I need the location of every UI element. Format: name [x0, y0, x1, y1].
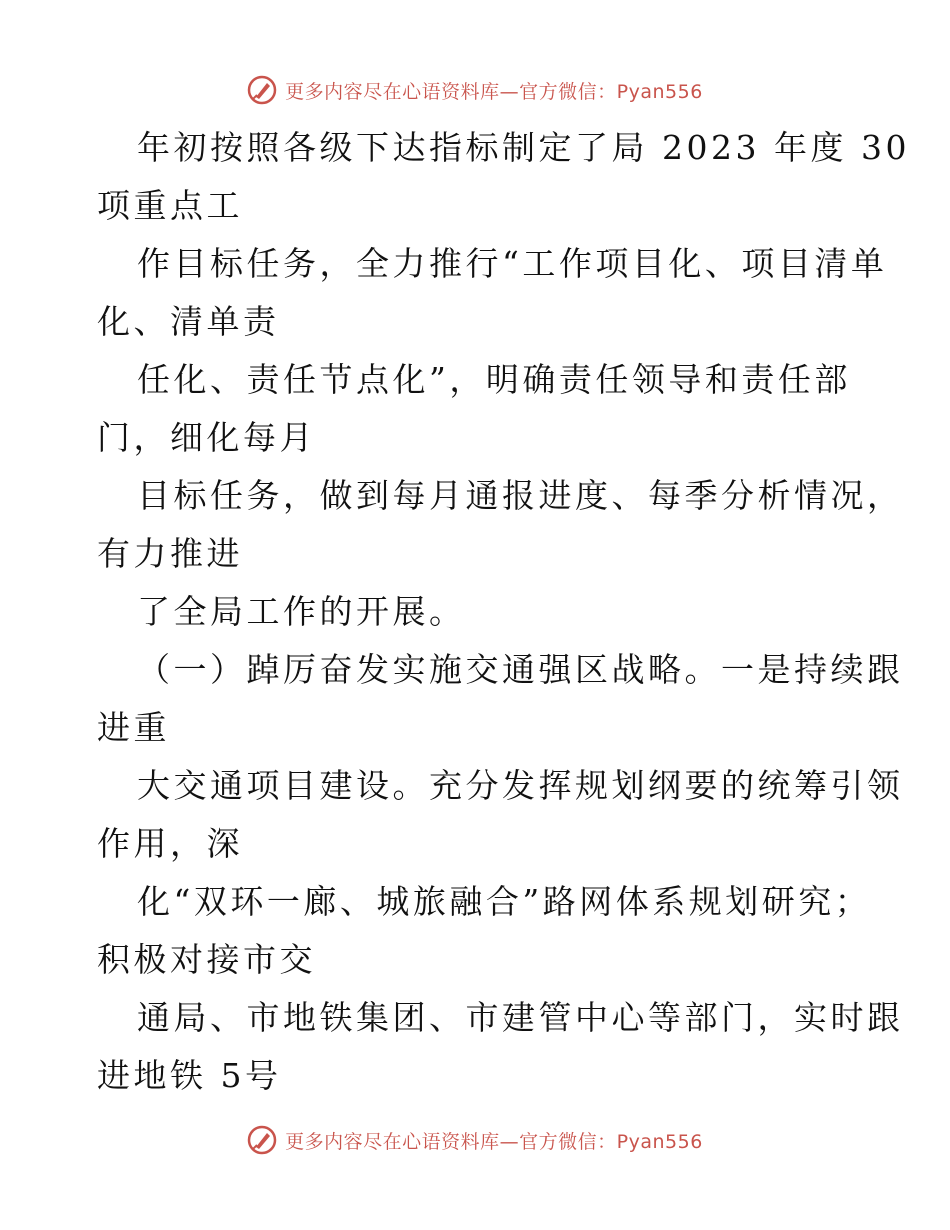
text-line: 项重点工	[97, 186, 243, 225]
watermark-text: 更多内容尽在心语资料库—官方微信：Pyan556	[285, 80, 703, 103]
footer-watermark	[0, 1120, 950, 1160]
text-line: （一）踔厉奋发实施交通强区战略。一是持续跟	[137, 650, 904, 689]
text-line: 进地铁 5号	[97, 1056, 282, 1095]
text-line: 任化、责任节点化”，明确责任领导和责任部	[137, 360, 851, 399]
text-line: 大交通项目建设。充分发挥规划纲要的统筹引领	[137, 766, 904, 805]
header-watermark	[0, 70, 950, 110]
text-line: 作目标任务，全力推行“工作项目化、项目清单	[137, 244, 888, 283]
quill-pen-logo-icon	[247, 1125, 277, 1155]
text-line: 目标任务，做到每月通报进度、每季分析情况，	[137, 476, 904, 515]
text-line: 通局、市地铁集团、市建管中心等部门，实时跟	[137, 998, 904, 1037]
quill-pen-logo-icon	[247, 75, 277, 105]
text-line: 有力推进	[97, 534, 243, 573]
text-line: 化、清单责	[97, 302, 280, 341]
text-line: 积极对接市交	[97, 940, 316, 979]
text-line: 进重	[97, 708, 170, 747]
text-line: 化“双环一廊、城旅融合”路网体系规划研究；	[137, 882, 872, 921]
text-line: 了全局工作的开展。	[137, 592, 466, 631]
watermark-text: 更多内容尽在心语资料库—官方微信：Pyan556	[285, 1130, 703, 1153]
text-line: 门，细化每月	[97, 418, 316, 457]
text-line: 年初按照各级下达指标制定了局 2023 年度 30	[137, 128, 910, 167]
text-line: 作用，深	[97, 824, 243, 863]
